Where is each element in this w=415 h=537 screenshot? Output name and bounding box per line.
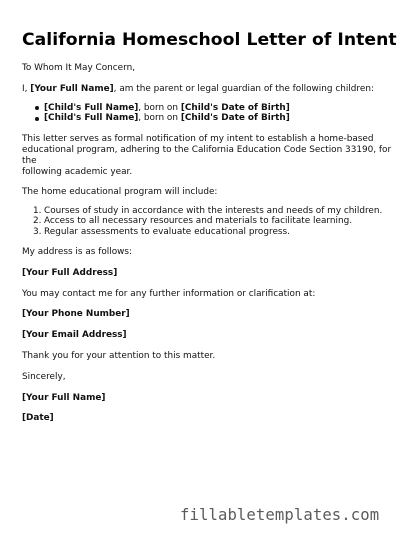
program-list-item	[33, 226, 395, 237]
program-list-item	[33, 216, 395, 227]
list-number: 1.	[33, 206, 42, 217]
thanks-line: Thank you for your attention to this matter.	[22, 351, 216, 362]
notification-line: This letter serves as formal notification of my intent to establish a home-based	[22, 134, 374, 145]
intro-prefix: I,	[22, 83, 31, 94]
child-name-field: [Child's Full Name]	[44, 113, 139, 124]
email-field: [Your Email Address]	[22, 330, 127, 341]
closing-line: Sincerely,	[22, 371, 66, 382]
program-item-text: Access to all necessary resources and materials to facilitate learning.	[44, 216, 353, 227]
program-item-text: Regular assessments to evaluate educational progress.	[44, 226, 290, 237]
intro-paragraph	[22, 84, 395, 95]
child-dob-field: [Child's Date of Birth]	[180, 102, 290, 113]
program-item-text: Courses of study in accordance with the interests and needs of my children.	[44, 206, 383, 217]
children-list	[22, 103, 395, 125]
born-on-text: , born on	[138, 102, 181, 113]
notification-line: educational program, adhering to the California Education Code Section 33190, for the	[22, 144, 392, 166]
notification-line: following academic year.	[22, 166, 133, 177]
parent-name-field: [Your Full Name]	[30, 83, 114, 94]
intro-suffix: , am the parent or legal guardian of the following children:	[113, 83, 374, 94]
child-dob-field: [Child's Date of Birth]	[180, 113, 290, 124]
phone-field: [Your Phone Number]	[22, 309, 130, 320]
child-list-item	[44, 113, 395, 124]
address-intro: My address is as follows:	[22, 247, 133, 258]
salutation: To Whom It May Concern,	[22, 63, 136, 73]
list-number: 3.	[33, 226, 42, 237]
notification-paragraph	[22, 134, 395, 177]
signature-name-field: [Your Full Name]	[22, 392, 106, 403]
contact-intro: You may contact me for any further information or clarification at:	[22, 288, 316, 299]
program-intro: The home educational program will include:	[22, 187, 218, 198]
born-on-text: , born on	[138, 113, 181, 124]
watermark-text: fillabletemplates.com	[180, 506, 380, 524]
child-list-item	[44, 103, 395, 114]
list-number: 2.	[33, 216, 42, 227]
document-title: California Homeschool Letter of Intent	[22, 30, 397, 50]
program-list	[22, 206, 395, 237]
date-field: [Date]	[22, 413, 54, 424]
program-list-item	[33, 206, 395, 217]
address-field: [Your Full Address]	[22, 267, 118, 278]
child-name-field: [Child's Full Name]	[44, 102, 139, 113]
